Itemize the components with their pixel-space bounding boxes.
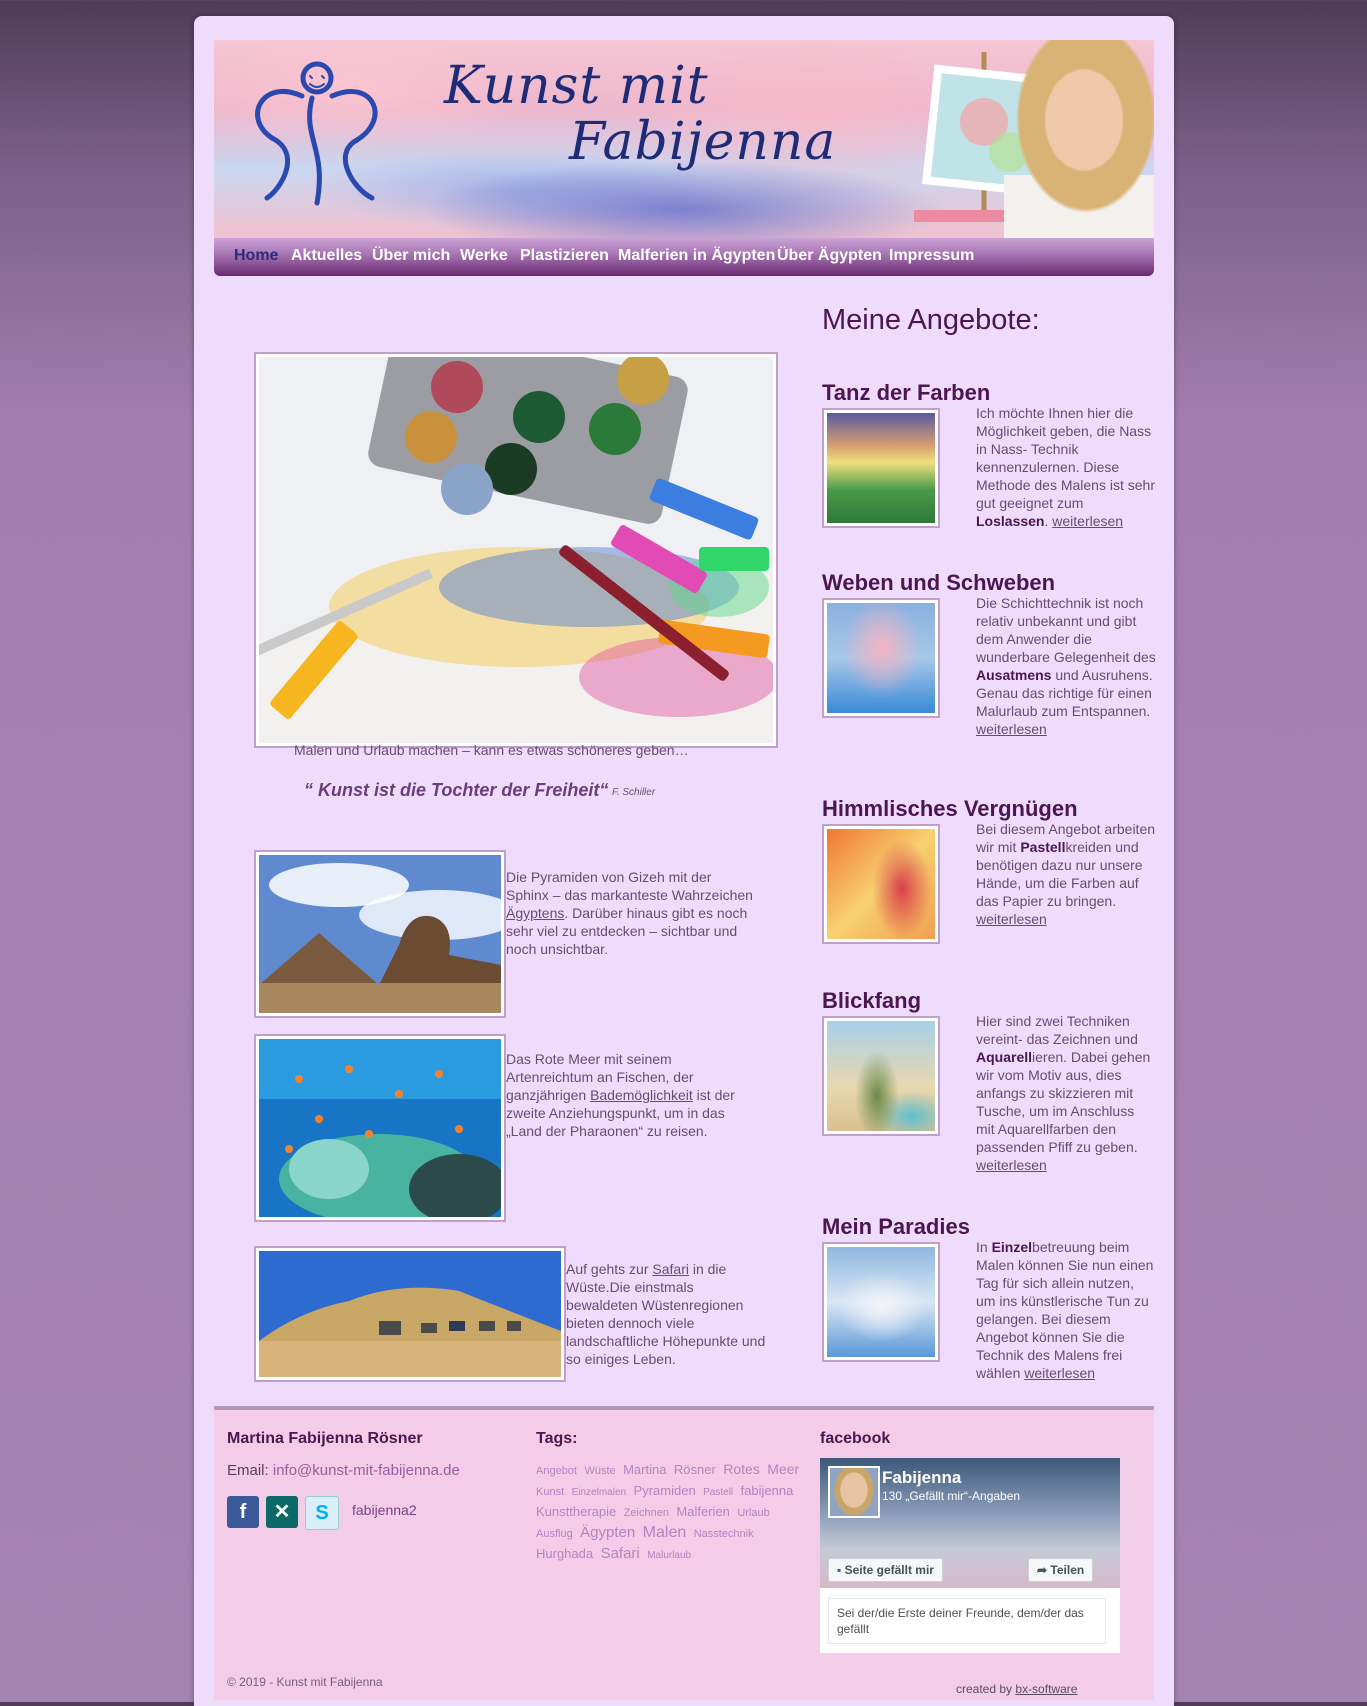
offer-2-text-a: Die Schichttechnik ist noch relativ unbekannt und gibt dem Anwender die wunderbare Gelegenheit des — [976, 595, 1156, 665]
red-sea-image — [254, 1034, 506, 1222]
xing-icon[interactable]: ✕ — [266, 1496, 298, 1528]
facebook-profile-picture[interactable] — [828, 1466, 880, 1518]
tag-link[interactable]: Angebot — [536, 1465, 577, 1477]
tag-link[interactable]: Rotes — [723, 1461, 760, 1477]
tag-link[interactable]: Safari — [600, 1545, 640, 1562]
offer-3-text-a: Bei diesem Angebot arbeiten wir mit — [976, 821, 1156, 855]
site-title[interactable] — [444, 58, 836, 170]
nav-home[interactable]: Home — [234, 247, 279, 264]
facebook-share-label: Teilen — [1050, 1563, 1085, 1577]
offer-3-text-b: kreiden und benötigen dazu nur unsere Hände, um die Farben auf das Papier zu bringen. — [976, 839, 1143, 909]
site-header — [214, 40, 1154, 238]
page-container — [194, 16, 1174, 1706]
tag-link[interactable]: Nasstechnik — [693, 1528, 754, 1540]
offer-5-readmore[interactable]: weiterlesen — [1024, 1365, 1096, 1381]
tag-link[interactable]: Rösner — [673, 1462, 716, 1477]
facebook-page-name[interactable]: Fabijenna — [882, 1468, 962, 1487]
site-title-line1: Kunst mit — [444, 56, 709, 116]
tag-link[interactable]: Meer — [767, 1461, 800, 1477]
facebook-heading: facebook — [820, 1430, 891, 1447]
sphinx-art — [259, 855, 501, 1013]
offer-4-text — [976, 1012, 1156, 1174]
tag-link[interactable]: Malen — [642, 1524, 687, 1541]
tag-link[interactable]: Urlaub — [737, 1507, 770, 1519]
offer-3-readmore[interactable]: weiterlesen — [976, 911, 1047, 927]
paint-supplies-image — [254, 352, 778, 748]
offer-1-text-a: Ich möchte Ihnen hier die Möglichkeit geben, die Nass in Nass- Technik kennenzulernen. Diese Methode des Malens ist sehr gut geeignet zum — [976, 405, 1155, 511]
link-aegyptens[interactable]: Ägyptens — [506, 905, 565, 921]
section-pyramids-text-a: Die Pyramiden von Gizeh mit der Sphinx – das markanteste Wahrzeichen — [506, 869, 753, 903]
site-title-line2: Fabijenna — [569, 112, 837, 172]
footer-email-link[interactable]: info@kunst-mit-fabijenna.de — [272, 1462, 460, 1479]
offer-3-thumbnail[interactable] — [822, 824, 940, 944]
section-pyramids-text-b: . Darüber hinaus gibt es noch sehr viel zu entdecken – sichtbar und noch unsichtbar. — [506, 905, 748, 957]
offer-1-readmore[interactable]: weiterlesen — [1052, 513, 1124, 529]
skype-username[interactable]: fabijenna2 — [352, 1502, 417, 1518]
offer-2-readmore[interactable]: weiterlesen — [976, 721, 1047, 737]
offer-4-text-bold: Aquarell — [976, 1049, 1033, 1065]
offer-3-text-bold: Pastell — [1020, 839, 1066, 855]
facebook-likes-count: 130 „Gefällt mir“-Angaben — [882, 1489, 1021, 1503]
offer-1-title[interactable]: Tanz der Farben — [822, 380, 991, 405]
section-redsea-text-b: ist der zweite Anziehungspunkt, um in das „Land der Pharaonen“ zu reisen. — [506, 1087, 735, 1139]
credits-link[interactable]: bx-software — [1015, 1682, 1078, 1696]
offer-2-text — [976, 594, 1156, 738]
offer-5-title[interactable]: Mein Paradies — [822, 1214, 970, 1239]
section-safari-text — [566, 1260, 766, 1368]
facebook-widget — [820, 1458, 1120, 1653]
offers-heading: Meine Angebote: — [822, 304, 1040, 336]
section-pyramids-text — [506, 868, 756, 958]
link-bademoeglichkeit[interactable]: Bademöglichkeit — [590, 1087, 693, 1103]
tag-link[interactable]: Pastell — [703, 1487, 734, 1498]
section-safari-text-a: Auf gehts zur — [566, 1261, 653, 1277]
nav-ueber-mich[interactable]: Über mich — [372, 247, 451, 264]
tag-link[interactable]: Kunst — [536, 1486, 565, 1498]
offer-4-title[interactable]: Blickfang — [822, 988, 922, 1013]
credits — [956, 1682, 1077, 1696]
tag-cloud — [536, 1460, 816, 1565]
offer-5-text-a: In — [976, 1239, 992, 1255]
offer-1-thumbnail[interactable] — [822, 408, 940, 528]
offer-3-title[interactable]: Himmlisches Vergnügen — [822, 796, 1078, 821]
tag-link[interactable]: fabijenna — [740, 1483, 794, 1498]
offer-4-readmore[interactable]: weiterlesen — [976, 1157, 1047, 1173]
red-sea-art — [259, 1039, 501, 1217]
offer-5-text-bold: Einzel — [991, 1239, 1033, 1255]
offer-2-thumbnail[interactable] — [822, 598, 940, 718]
facebook-cover-image — [820, 1458, 1120, 1588]
offer-4-thumbnail[interactable] — [822, 1016, 940, 1136]
offer-5-thumbnail[interactable] — [822, 1242, 940, 1362]
tag-link[interactable]: Einzelmalen — [571, 1487, 627, 1498]
tag-link[interactable]: Malferien — [676, 1504, 730, 1519]
footer — [214, 1406, 1154, 1700]
offer-2-text-bold: Ausatmens — [976, 667, 1052, 683]
skype-icon[interactable]: S — [305, 1496, 339, 1530]
offer-1-text — [976, 404, 1156, 530]
share-arrow-icon: ➦ — [1037, 1563, 1048, 1577]
offer-5-text-b: betreuung beim Malen können Sie nun einen Tag für sich allein nutzen, um ins künstlerische Tun zu gelangen. Bei diesem Angebot können Sie die Technik des Malens frei wählen — [976, 1239, 1154, 1381]
tags-heading: Tags: — [536, 1430, 578, 1447]
desert-safari-image — [254, 1246, 566, 1382]
offer-1-text-b: . — [1044, 513, 1053, 529]
facebook-friends-text: Sei der/die Erste deiner Freunde, dem/der das gefällt — [828, 1598, 1106, 1644]
tag-link[interactable]: Wüste — [584, 1465, 616, 1477]
nav-werke[interactable]: Werke — [460, 247, 508, 264]
footer-email — [227, 1462, 460, 1479]
tag-link[interactable]: Ausflug — [536, 1528, 573, 1540]
offer-3-text — [976, 820, 1156, 928]
facebook-icon[interactable]: f — [227, 1496, 259, 1528]
facebook-share-button[interactable] — [1028, 1558, 1093, 1582]
copyright: © 2019 - Kunst mit Fabijenna — [227, 1675, 383, 1689]
facebook-like-icon: ▪ — [837, 1563, 842, 1577]
desert-safari-art — [259, 1251, 561, 1377]
link-safari[interactable]: Safari — [652, 1261, 689, 1277]
offer-4-text-b: ieren. Dabei gehen wir vom Motiv aus, dies anfangs zu skizzieren mit Tusche, um im Anschluss mit Aquarellfarben den passenden Pfiff zu geben. — [976, 1049, 1151, 1155]
logo-figure — [242, 58, 392, 208]
nav-aktuelles[interactable]: Aktuelles — [291, 247, 363, 264]
nav-malferien[interactable]: Malferien in Ägypten — [618, 247, 776, 264]
offer-4-text-a: Hier sind zwei Techniken vereint- das Zeichnen und — [976, 1013, 1138, 1047]
tag-link[interactable]: Pyramiden — [633, 1483, 696, 1498]
offer-2-title[interactable]: Weben und Schweben — [822, 570, 1056, 595]
nav-plastizieren[interactable]: Plastizieren — [520, 247, 609, 264]
main-navigation — [214, 238, 1154, 276]
tag-link[interactable]: Kunsttherapie — [536, 1504, 617, 1519]
offer-2-text-b: und Ausruhens. Genau das richtige für einen Malurlaub zum Entspannen. — [976, 667, 1153, 719]
facebook-like-button[interactable] — [828, 1558, 943, 1582]
tag-link[interactable]: Zeichnen — [623, 1507, 669, 1519]
tag-link[interactable]: Martina — [623, 1462, 667, 1477]
tag-link[interactable]: Malurlaub — [647, 1550, 692, 1561]
offer-1-text-bold: Loslassen — [976, 513, 1045, 529]
portrait-image — [1004, 40, 1154, 238]
sphinx-image — [254, 850, 506, 1018]
credits-label: created by — [956, 1682, 1013, 1696]
quote-text: “ Kunst ist die Tochter der Freiheit“ — [304, 780, 609, 800]
tag-link[interactable]: Hurghada — [536, 1546, 594, 1561]
paint-supplies-art — [259, 357, 773, 743]
facebook-like-label: Seite gefällt mir — [844, 1563, 934, 1577]
section-safari-text-b: in die Wüste.Die einstmals bewaldeten Wüstenregionen bieten dennoch viele landschaftliche Höhepunkte und so einiges Leben. — [566, 1261, 766, 1367]
offer-5-text — [976, 1238, 1156, 1382]
nav-ueber-aegypten[interactable]: Über Ägypten — [777, 247, 882, 264]
nav-impressum[interactable]: Impressum — [889, 247, 975, 264]
main-image-caption: Malen und Urlaub machen – kann es etwas schöneres geben… — [294, 742, 689, 758]
quote-author: F. Schiller — [612, 787, 656, 798]
section-redsea-text-a: Das Rote Meer mit seinem Artenreichtum an Fischen, der ganzjährigen — [506, 1051, 694, 1103]
section-redsea-text — [506, 1050, 756, 1140]
footer-name: Martina Fabijenna Rösner — [227, 1430, 423, 1447]
tag-link[interactable]: Ägypten — [580, 1524, 636, 1541]
footer-email-label: Email: — [227, 1462, 269, 1479]
